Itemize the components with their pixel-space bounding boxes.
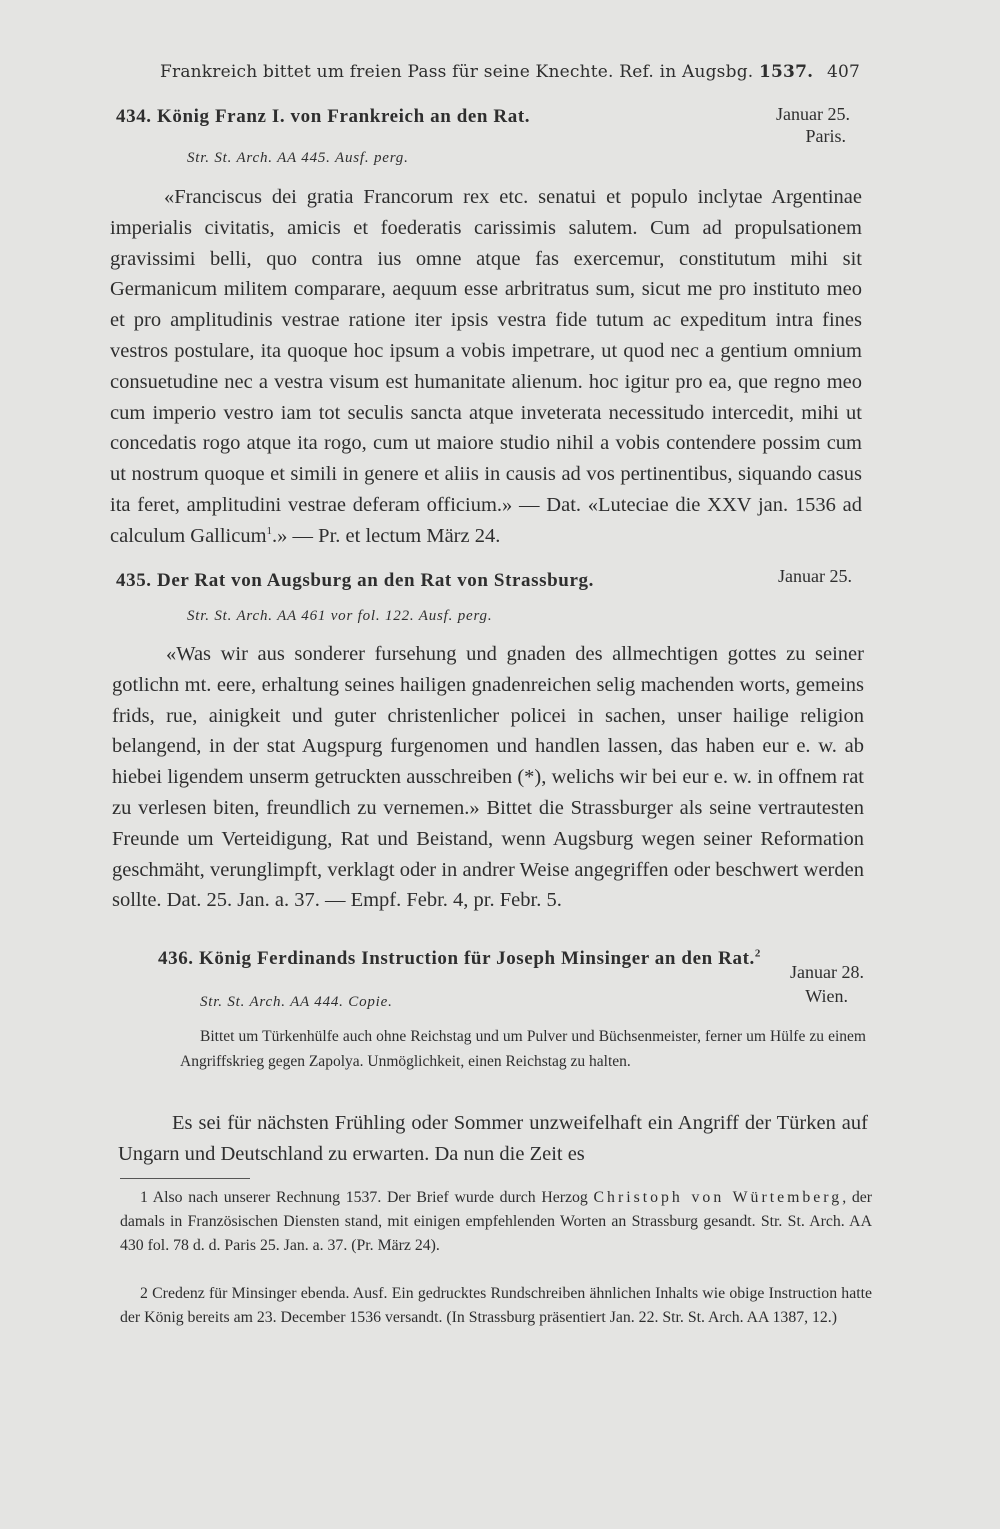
- entry-435-body: [112, 639, 864, 916]
- footnote-1-text: [120, 1186, 872, 1258]
- entry-436-title-text: 436. König Ferdinands Instruction für Joseph Minsinger an den Rat.: [158, 948, 755, 969]
- entry-434-text: [110, 182, 862, 552]
- entry-435-title: 435. Der Rat von Augsburg an den Rat von Strassburg.: [116, 570, 594, 591]
- entry-436-text: Es sei für nächsten Frühling oder Sommer unzweifelhaft ein Angriff der Türken auf Ungarn und Deutschland zu erwarten. Da nun die Zeit es: [118, 1112, 868, 1165]
- footnote-2: [120, 1282, 872, 1330]
- entry-435-date: Januar 25.: [778, 566, 852, 586]
- entry-435-source: Str. St. Arch. AA 461 vor fol. 122. Ausf. perg.: [187, 608, 493, 624]
- footnote-1-after: , der damals in Französischen Diensten stand, mit einigen empfehlenden Worten an Strassburg gesandt. Str. St. Arch. AA 430 fol. 78 d. d. Paris 25. Jan. a. 37. (Pr. März 24).: [120, 1189, 873, 1254]
- footnote-ref-1: 1: [266, 524, 273, 537]
- footnote-1-number: 1: [140, 1189, 148, 1206]
- entry-434-body: [110, 182, 862, 552]
- running-head-year: 1537.: [759, 62, 814, 82]
- entry-434-text-main: «Franciscus dei gratia Francorum rex etc. senatui et populo inclytae Argentinae imperialis civitatis, amicis et foederatis carissimis salutem. Cum ad propulsationem gravissimi belli, quo contra ius omne atque fas exercemur, constitutum mihi sit Germanicum militem comparare, aequum esse arbritratus sum, sicut me pro instituto meo et pro amplitudinis vestrae ratione iter ipsis vestra fide tutum ac expeditum intra fines vestros postulare, ita quoque hoc ipsum a vobis impetrare, ut quod nec a gentium omnium consuetudine nec a vestra visum est humanitate alienum. hoc igitur pro ea, que regno meo cum imperio vestro iam tot seculis sancta atque inveterata necessitudo intercedit, mihi ut concedatis rogo atque ita rogo, cum ut maiore studio nihil a vobis contendere possim cum ut nostrum quoque et simili in genere et aliis in causis ad vos pertinentibus, siquando casus ita feret, amplitudini vestrae deferam officium.» — Dat. «Luteciae die XXV jan. 1536 ad calculum Gallicum: [110, 186, 862, 547]
- entry-434-source: Str. St. Arch. AA 445. Ausf. perg.: [187, 150, 409, 166]
- footnote-rule: [120, 1178, 250, 1179]
- footnote-2-body: Credenz für Minsinger ebenda. Ausf. Ein gedrucktes Rundschreiben ähnlichen Inhalts wie obige Instruction hatte der König bereits am 23. December 1536 versandt. (In Strassburg präsentiert Jan. 22. Str. St. Arch. AA 1387, 12.): [120, 1285, 873, 1326]
- footnote-1: [120, 1186, 872, 1258]
- entry-436-summary-block: [180, 1024, 866, 1074]
- entry-434-title: 434. König Franz I. von Frankreich an den Rat.: [116, 106, 531, 127]
- running-head-text: Frankreich bittet um freien Pass für seine Knechte. Ref. in Augsbg.: [160, 62, 754, 82]
- footnote-ref-2: 2: [754, 947, 761, 960]
- footnote-1-before: Also nach unserer Rechnung 1537. Der Brief wurde durch Herzog: [152, 1189, 588, 1206]
- page-number: 407: [826, 62, 860, 82]
- entry-436-source: Str. St. Arch. AA 444. Copie.: [200, 994, 393, 1010]
- entry-436-summary: Bittet um Türkenhülfe auch ohne Reichstag und um Pulver und Büchsenmeister, ferner um Hülfe zu einem Angriffskrieg gegen Zapolya. Unmöglichkeit, einen Reichstag zu halten.: [180, 1028, 866, 1070]
- entry-436-title: [158, 948, 761, 970]
- entry-436-body: [118, 1108, 868, 1170]
- entry-436-place: Wien.: [805, 986, 848, 1006]
- footnote-2-number: 2: [140, 1285, 148, 1302]
- entry-435-text: «Was wir aus sonderer fursehung und gnaden des allmechtigen gottes zu seiner gotlichn mt. eere, erhaltung seines hailigen gnadenreichen selig machenden worts, gemeins frids, rue, ainigkeit und guter christenlicher policei in sachen, unser hailige religion belangend, in der stat Augspurg furgenomen und handlen lassen, das haben eur e. w. ab hiebei ligendem unserm getruckten ausschreiben (*), welichs wir bei eur e. w. in offnem rat zu verlesen biten, freundlich zu vernemen.» Bittet die Strassburger als seine vertrautesten Freunde um Verteidigung, Rat und Beistand, wenn Augsburg wegen seiner Reformation geschmäht, verunglimpft, verklagt oder in andrer Weise angegriffen oder beschwert werden sollte. Dat. 25. Jan. a. 37. — Empf. Febr. 4, pr. Febr. 5.: [112, 643, 864, 912]
- entry-434-date: Januar 25.: [776, 104, 850, 124]
- footnote-1-name: Christoph von Würtemberg: [593, 1189, 843, 1206]
- entry-434-text-end: .» — Pr. et lectum März 24.: [272, 524, 501, 547]
- entry-436-date: Januar 28.: [790, 962, 864, 982]
- entry-434-place: Paris.: [805, 126, 846, 146]
- footnote-2-text: [120, 1282, 872, 1330]
- running-head: [160, 62, 860, 82]
